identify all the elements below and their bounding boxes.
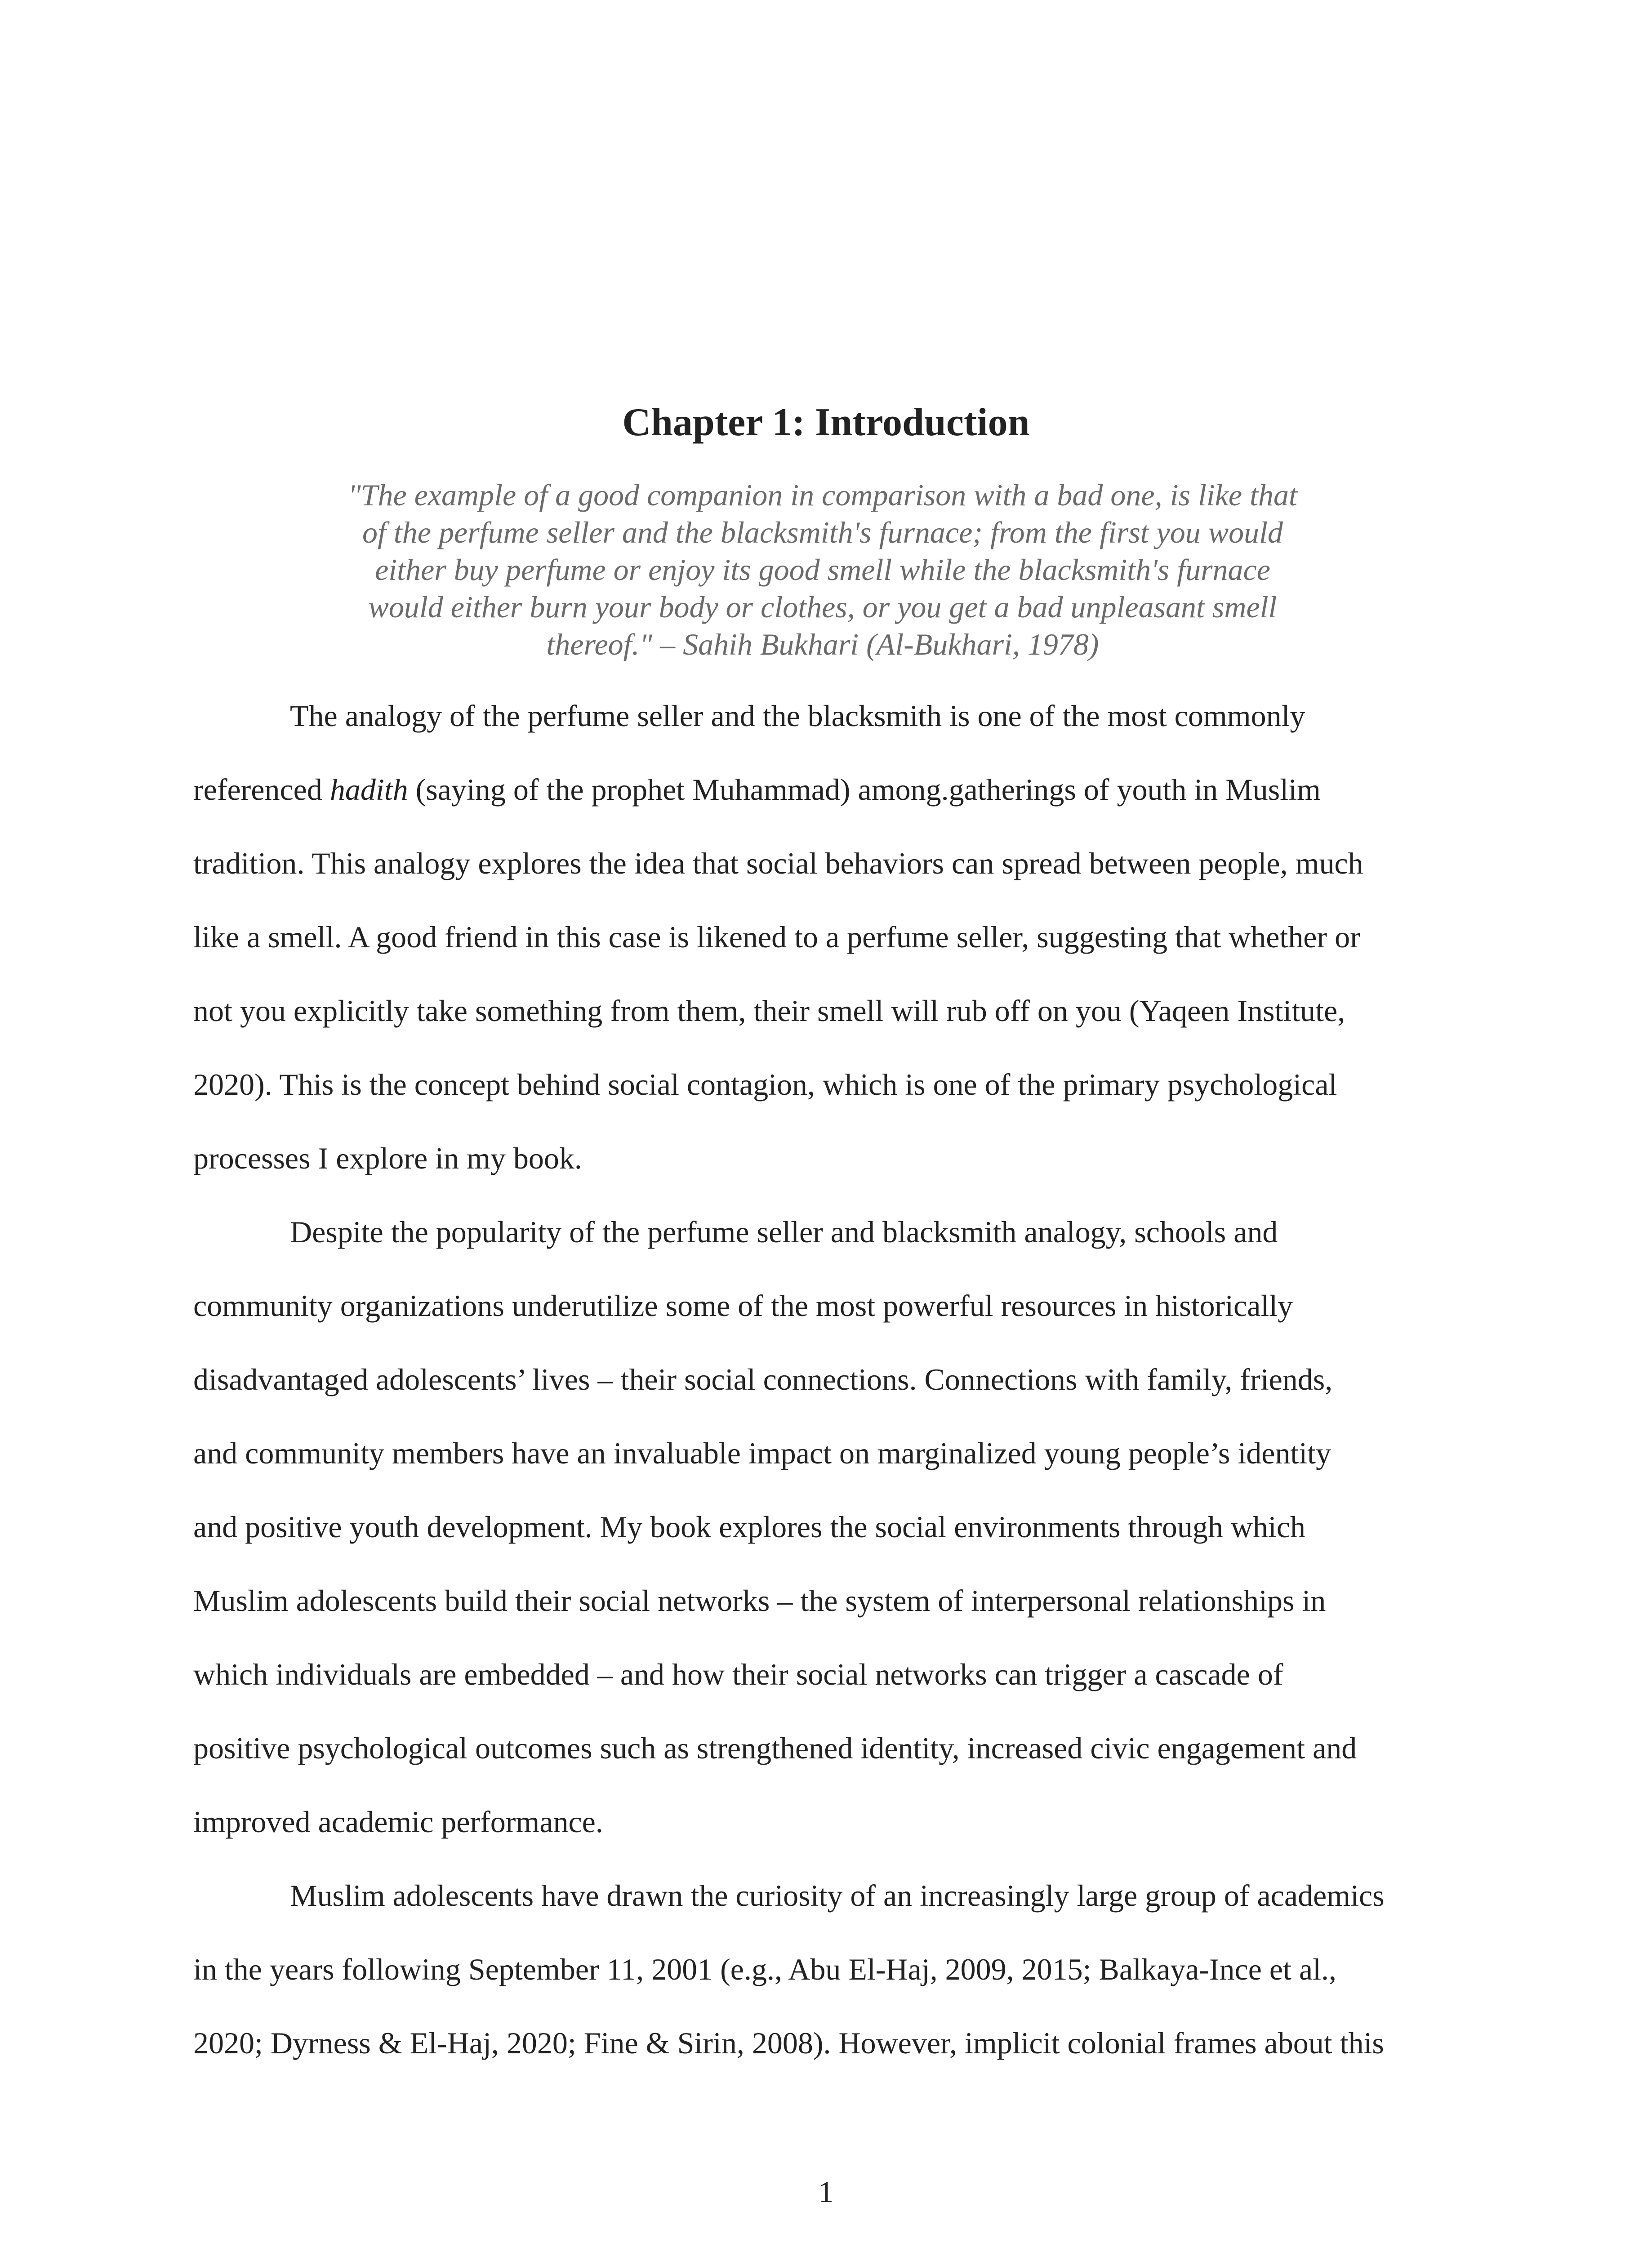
paragraph-2-line: community organizations underutilize some of the most powerful resources in historically bbox=[193, 1289, 1293, 1323]
paragraph-2-line: Despite the popularity of the perfume seller and blacksmith analogy, schools and bbox=[290, 1215, 1278, 1249]
italic-term: hadith bbox=[330, 772, 408, 807]
paragraph-1-line: like a smell. A good friend in this case is likened to a perfume seller, suggesting that whether or bbox=[193, 920, 1360, 954]
text-span: (saying of the prophet Muhammad) among.gatherings of youth in Muslim bbox=[408, 772, 1321, 807]
paragraph-3-line: 2020; Dyrness & El-Haj, 2020; Fine & Sirin, 2008). However, implicit colonial frames about this bbox=[193, 2026, 1384, 2060]
paragraph-2-line: disadvantaged adolescents’ lives – their social connections. Connections with family, friends, bbox=[193, 1362, 1333, 1396]
text-span: referenced bbox=[193, 772, 330, 807]
paragraph-1-line bbox=[193, 753, 1465, 826]
chapter-title: Chapter 1: Introduction bbox=[622, 401, 1030, 444]
epigraph-line: of the perfume seller and the blacksmith's furnace; from the first you would bbox=[362, 515, 1283, 549]
paragraph-2-line: and community members have an invaluable impact on marginalized young people’s identity bbox=[193, 1436, 1331, 1470]
epigraph-line: "The example of a good companion in comparison with a bad one, is like that bbox=[348, 478, 1297, 512]
page-number: 1 bbox=[818, 2175, 834, 2209]
paragraph-1-line: tradition. This analogy explores the idea that social behaviors can spread between people, much bbox=[193, 846, 1363, 880]
epigraph-line: thereof." – Sahih Bukhari (Al-Bukhari, 1978) bbox=[546, 627, 1099, 661]
paragraph-2-line: improved academic performance. bbox=[193, 1805, 603, 1839]
paragraph-2-line: positive psychological outcomes such as strengthened identity, increased civic engagement and bbox=[193, 1731, 1357, 1765]
paragraph-2-line: and positive youth development. My book explores the social environments through which bbox=[193, 1510, 1305, 1544]
paragraph-1-line: The analogy of the perfume seller and the blacksmith is one of the most commonly bbox=[290, 699, 1305, 733]
epigraph-quote bbox=[315, 477, 1331, 663]
paragraph-2-line: which individuals are embedded – and how their social networks can trigger a cascade of bbox=[193, 1657, 1283, 1691]
paragraph-3-line: Muslim adolescents have drawn the curiosity of an increasingly large group of academics bbox=[290, 1878, 1385, 1913]
paragraph-1-line: 2020). This is the concept behind social contagion, which is one of the primary psychological bbox=[193, 1067, 1337, 1102]
paragraph-2-line: Muslim adolescents build their social networks – the system of interpersonal relationships in bbox=[193, 1583, 1326, 1618]
epigraph-line: would either burn your body or clothes, or you get a bad unpleasant smell bbox=[368, 590, 1277, 624]
epigraph-line: either buy perfume or enjoy its good smell while the blacksmith's furnace bbox=[375, 553, 1270, 587]
body-text bbox=[193, 679, 1465, 2080]
paragraph-3-line: in the years following September 11, 2001 (e.g., Abu El-Haj, 2009, 2015; Balkaya-Ince et al., bbox=[193, 1952, 1337, 1986]
paragraph-1-line: processes I explore in my book. bbox=[193, 1141, 582, 1175]
paragraph-1-line: not you explicitly take something from them, their smell will rub off on you (Yaqeen Institute, bbox=[193, 994, 1345, 1028]
